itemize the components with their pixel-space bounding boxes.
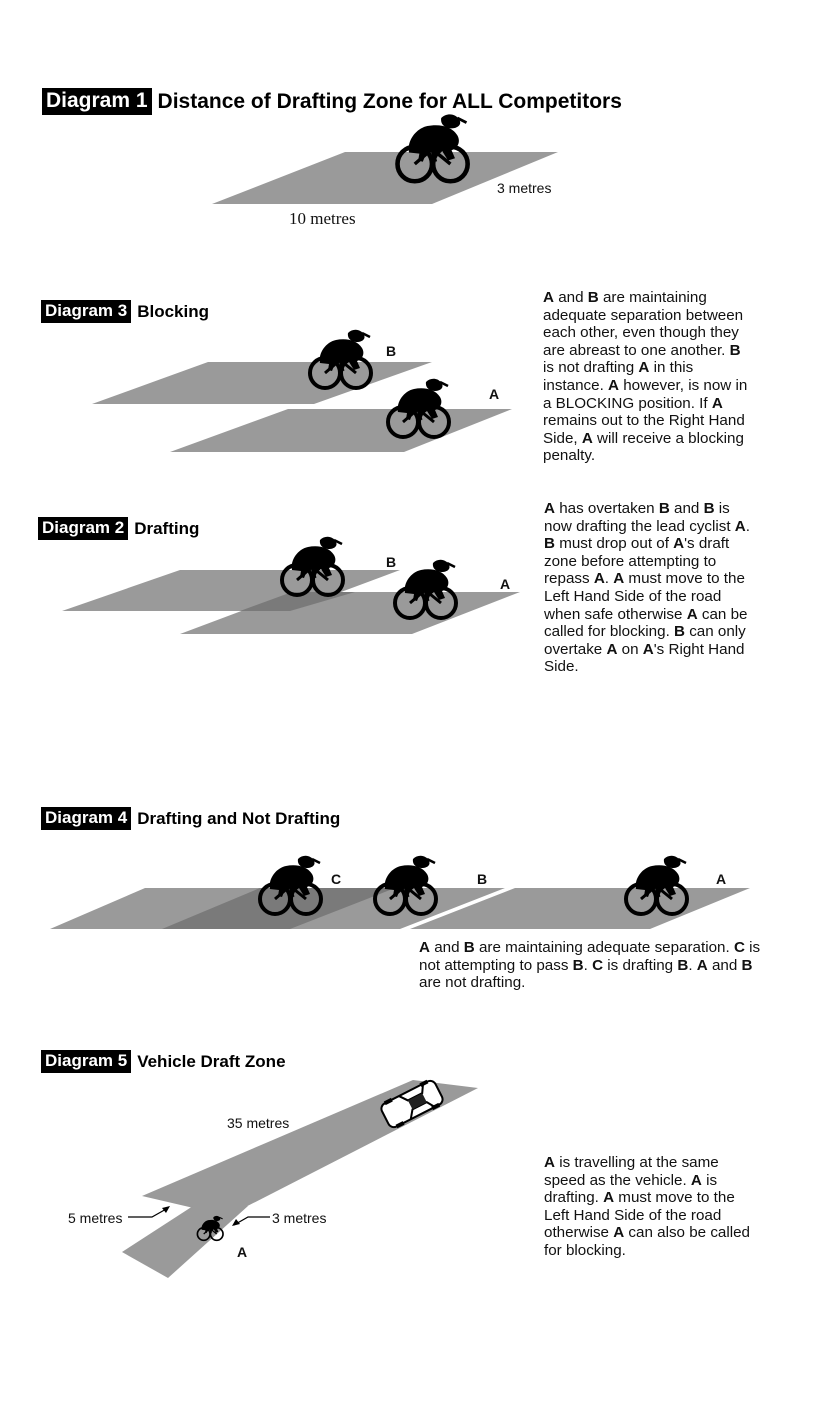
bold-letter: A — [690, 1171, 702, 1189]
bold-letter: B — [658, 500, 670, 517]
diagram2-drawing — [62, 537, 520, 634]
diagram4-letter-c: C — [331, 871, 342, 887]
bold-letter: A — [608, 376, 619, 394]
diagram2-letter-a: A — [500, 576, 511, 592]
diagram2-title: Drafting — [134, 518, 200, 538]
diagram4-letter-b: B — [477, 871, 488, 887]
bold-letter: A — [581, 429, 593, 447]
bold-letter: B — [741, 956, 753, 974]
bold-letter: B — [463, 939, 475, 956]
diagram1-tag: Diagram 1 — [42, 88, 152, 115]
diagram5-length-label: 35 metres — [227, 1115, 290, 1131]
bold-letter: A — [593, 570, 605, 588]
bold-letter: B — [677, 956, 689, 974]
bold-letter: A — [686, 605, 698, 623]
diagram5-letter-a: A — [237, 1244, 248, 1260]
diagram3-tag: Diagram 3 — [41, 300, 131, 323]
diagram1-draft-zone — [212, 152, 558, 204]
diagram2-letter-b: B — [386, 554, 397, 570]
bold-letter: B — [587, 289, 599, 306]
diagram1-title: Distance of Drafting Zone for ALL Competitors — [157, 89, 622, 113]
diagram3-zone-b — [92, 362, 432, 404]
diagram4-description: A and B are maintaining adequate separation. C is not attempting to pass B. C is drafting B. A and B are not drafting. — [419, 939, 761, 992]
bold-letter: A — [642, 640, 654, 658]
diagram4-title: Drafting and Not Drafting — [137, 808, 341, 828]
bold-letter: A — [419, 939, 430, 956]
bold-letter: B — [572, 956, 584, 974]
bold-letter: A — [606, 640, 618, 658]
diagram5-tag: Diagram 5 — [41, 1050, 131, 1073]
diagram5-left-label: 5 metres — [68, 1210, 123, 1226]
diagram5-right-label: 3 metres — [272, 1210, 327, 1226]
diagram5-drawing — [122, 1077, 478, 1278]
bold-letter: C — [733, 939, 745, 956]
bold-letter: A — [603, 1189, 615, 1207]
diagram2-tag: Diagram 2 — [38, 517, 128, 540]
bold-letter: A — [544, 500, 555, 517]
diagram1-width-label: 3 metres — [497, 180, 552, 196]
diagram5-left-arrow — [128, 1208, 168, 1217]
diagram4-tag: Diagram 4 — [41, 807, 131, 830]
diagram5-title: Vehicle Draft Zone — [137, 1051, 286, 1071]
diagram3-description: A and B are maintaining adequate separation between each other, even though they are abreast to one another. B is not drafting A in this instance. A however, is now in a BLOCKING position. If A remains out to the Right Hand Side, A will receive a blocking penalty. — [543, 289, 748, 465]
diagram5-description: A is travelling at the same speed as the vehicle. A is drafting. A must move to the Left Hand Side of the road otherwise A can also be called for blocking. — [544, 1154, 751, 1259]
bold-letter: A — [734, 517, 746, 535]
bold-letter: A — [696, 956, 708, 974]
diagram3-drawing — [92, 330, 512, 452]
bold-letter: A — [613, 1224, 625, 1242]
diagram2-description: A has overtaken B and B is now drafting the lead cyclist A. B must drop out of A's draft zone before attempting to repass A. A must move to the Left Hand Side of the road when safe otherwise A can be called for blocking. B can only overtake A on A's Right Hand Side. — [544, 500, 750, 676]
diagram4-letter-a: A — [716, 871, 727, 887]
bold-letter: A — [673, 535, 685, 553]
diagram3-letter-b: B — [386, 343, 397, 359]
diagram3-letter-a: A — [489, 386, 500, 402]
diagram3-zone-a — [170, 409, 512, 452]
bold-letter: C — [592, 956, 604, 974]
bold-letter: A — [613, 570, 625, 588]
diagram4-drawing — [50, 856, 750, 929]
diagram1-length-label: 10 metres — [289, 209, 356, 228]
bold-letter: A — [544, 1154, 555, 1171]
diagram3-title: Blocking — [137, 301, 209, 321]
bold-letter: B — [674, 623, 685, 641]
bold-letter: A — [711, 394, 723, 412]
bold-letter: B — [544, 535, 555, 553]
bold-letter: B — [703, 500, 715, 517]
bold-letter: A — [638, 359, 650, 377]
bold-letter: A — [543, 289, 554, 306]
bold-letter: B — [729, 341, 741, 359]
